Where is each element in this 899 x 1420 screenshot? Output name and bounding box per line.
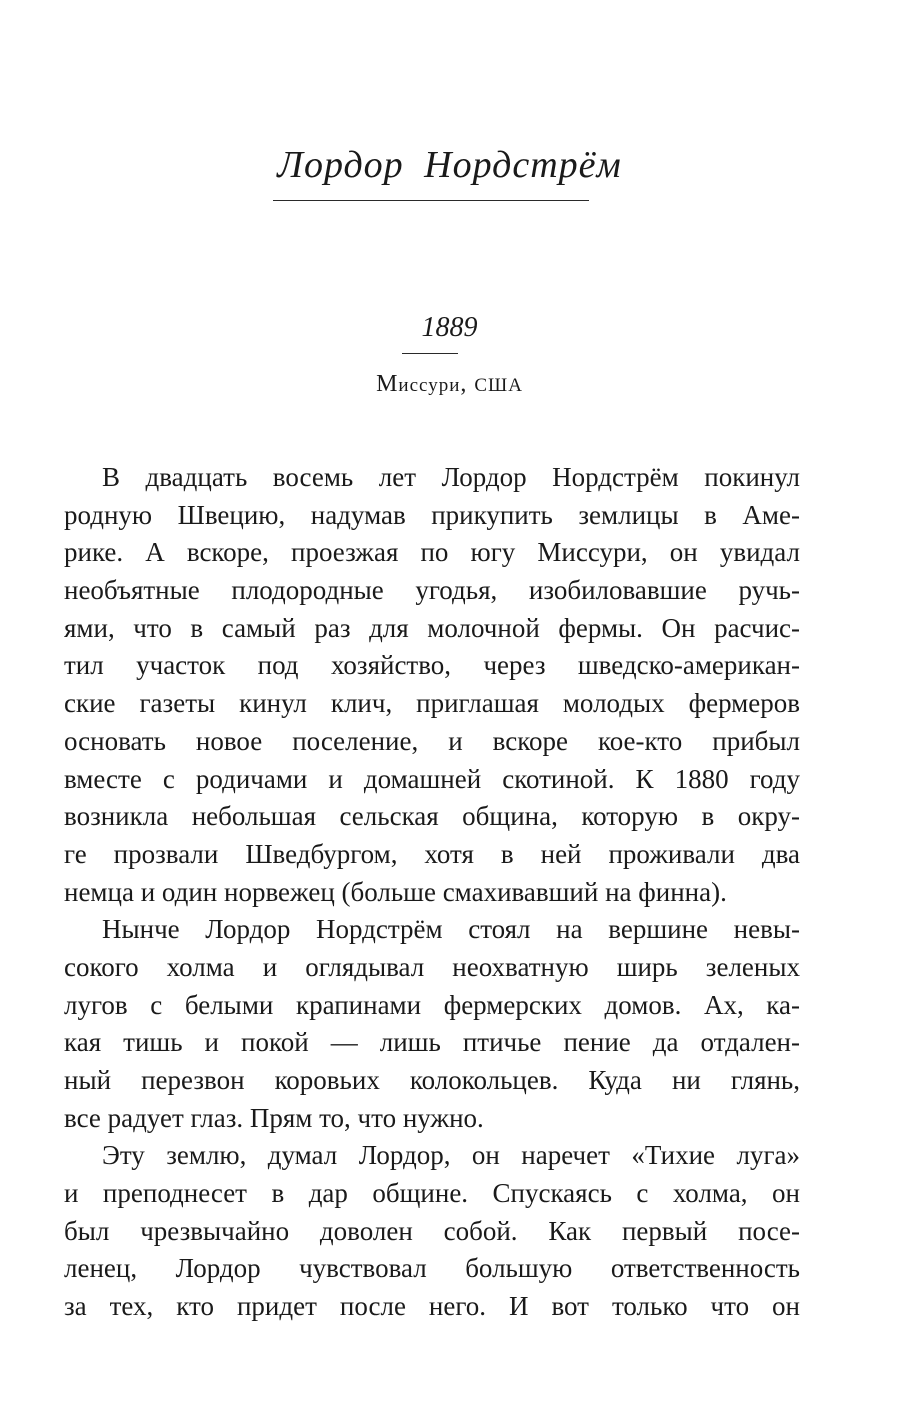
text-line: был чрезвычайно доволен собой. Как первый посе- <box>64 1215 800 1246</box>
text-line: ские газеты кинул клич, приглашая молодых фермеров <box>64 688 800 719</box>
text-line: основать новое поселение, и вскоре кое-кто прибыл <box>64 725 800 756</box>
text-line: родную Швецию, надумав прикупить землицы в Аме- <box>64 499 800 530</box>
year-rule <box>402 353 458 354</box>
text-line: Эту землю, думал Лордор, он наречет «Тихие луга» <box>102 1140 800 1171</box>
text-line: ный перезвон коровьих колокольцев. Куда ни глянь, <box>64 1065 800 1095</box>
text-line: В двадцать восемь лет Лордор Нордстрём покинул <box>102 462 800 492</box>
place-initial: М <box>376 371 399 397</box>
place-country: США <box>474 375 523 396</box>
text-line: необъятные плодородные угодья, изобиловавшие ручь- <box>64 575 800 606</box>
text-line: кая тишь и покой — лишь птичье пение да отдален- <box>64 1027 800 1058</box>
text-line: вместе с родичами и домашней скотиной. К 1880 году <box>64 763 800 794</box>
text-line: Нынче Лордор Нордстрём стоял на вершине невы- <box>102 914 800 945</box>
text-line: рике. А вскоре, проезжая по югу Миссури, он увидал <box>64 537 800 568</box>
text-line: ге прозвали Шведбургом, хотя в ней проживали два <box>64 838 800 869</box>
place-comma: , <box>460 371 475 397</box>
chapter-title: Лордор Нордстрём <box>277 144 622 186</box>
text-line: и преподнесет в дар общине. Спускаясь с холма, он <box>64 1178 800 1209</box>
body-text <box>64 459 800 1326</box>
text-line: лугов с белыми крапинами фермерских домов. Ах, ка- <box>64 989 800 1020</box>
text-line: все радует глаз. Прям то, что нужно. <box>64 1102 484 1133</box>
text-line: тил участок под хозяйство, через шведско-американ- <box>64 650 800 681</box>
section-year: 1889 <box>421 312 478 343</box>
section-place <box>0 372 899 396</box>
text-line: немца и один норвежец (больше смахивавший на финна). <box>64 876 727 907</box>
place-rest: иссури <box>398 375 461 396</box>
text-line: ями, что в самый раз для молочной фермы. Он расчис- <box>64 612 800 643</box>
text-line: ленец, Лордор чувствовал большую ответственность <box>64 1253 800 1284</box>
text-line: возникла небольшая сельская община, которую в окру- <box>64 801 800 832</box>
chapter-title-rule <box>273 200 589 201</box>
text-line: за тех, кто придет после него. И вот только что он <box>64 1291 800 1322</box>
text-line: сокого холма и оглядывал неохватную ширь зеленых <box>64 951 800 982</box>
